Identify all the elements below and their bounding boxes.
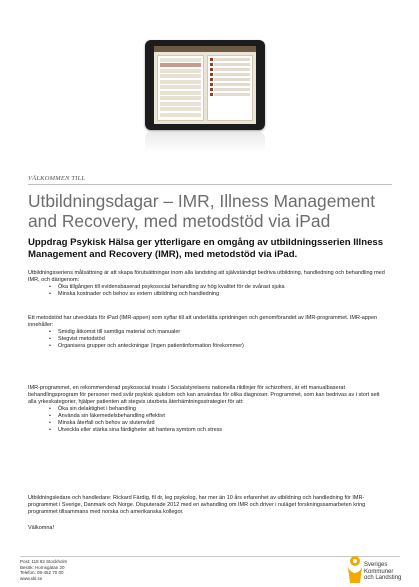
skl-logo-icon: [344, 553, 366, 585]
closing-greeting: Välkomna!: [28, 525, 54, 531]
kicker-divider: [28, 184, 392, 185]
page-title: Utbildningsdagar – IMR, Illness Management and Recovery, med metodstöd via iPad: [28, 191, 376, 231]
ipad-screen: [154, 46, 256, 124]
footer-website: www.skl.se: [20, 575, 43, 581]
footer-post: Post: 118 82 Stockholm: [20, 559, 68, 564]
instructor-paragraph: Utbildningsledare och handledare: Rickard Färdig, fil dr, leg psykolog, har mer än 10 års erfarenhet av utbildning och handledning för IMR-programmet i Sverige, Danmark och Norge. Disputerade 2012 med en avhandling om IMR och driver i nuläget forskningssamarbeten kring programmet tillsammans med norska och amerikanska kollegor.: [28, 495, 366, 515]
app-detail-pane: [207, 55, 253, 121]
ipad-reflection: [145, 132, 265, 152]
program-intro: IMR-programmet, en rekommenderad psykosocial insats i Socialstyrelsens nationella riktlinjer för schizofreni, är ett manualbaserat behandlingsprogram för personer med svår psykisk sjukdom och kan användas för olika diagnoser. Programmet, som kan bedrivas av i stort sett alla yrkeskategorier, hjälper patienten att stegvis utarbeta återhämtningsstrategier för att:: [28, 385, 380, 405]
app-header-bar: [154, 46, 256, 52]
list-item: • Använda sin läkemedelsbehandling effektivt: [28, 413, 388, 420]
goals-intro: Utbildningsseriens målsättning är att skapa förutsättningar inom alla landsting att självständigt bedriva utbildning, handledning och behandling med IMR, och därigenom:: [28, 270, 385, 283]
logo-line-1: Sveriges: [364, 562, 388, 568]
kicker: VÄLKOMMEN TILL: [28, 175, 86, 182]
ipad-illustration: [139, 40, 270, 152]
goals-list: [28, 284, 388, 298]
list-item: • Öka sin delaktighet i behandling: [28, 406, 388, 413]
app-section: [28, 315, 388, 350]
footer-visit: Besök: Hornsgatan 20: [20, 564, 65, 570]
logo-line-2: Kommuner: [364, 568, 394, 575]
footer-divider: [20, 556, 400, 557]
list-item: • Stegvist metodstöd: [28, 336, 388, 343]
footer-phone: Telefon: 08-452 70 00: [20, 570, 64, 575]
list-item: • Utveckla eller stärka sina färdigheter att hantera symtom och stress: [28, 427, 388, 434]
program-goals-list: [28, 406, 388, 434]
logo-line-3: och Landsting: [364, 575, 402, 581]
list-item: • Organisera grupper och anteckningar (ingen patientinformation förekommer): [28, 343, 388, 350]
list-item: • Minska kostnader och behov av extern utbildning och handledning: [28, 291, 388, 298]
list-item: • Smidig åtkomst till samtliga material och manualer: [28, 329, 388, 336]
footer-address: [20, 559, 140, 581]
app-features-list: [28, 329, 388, 350]
skl-logo-text: [364, 562, 401, 582]
app-intro: Ett metodstöd har utvecklats för iPad (IMR-appen) som syftar till att underlätta spridningen och genomförandet av IMR-programmet. IMR-appen innehåller:: [28, 315, 378, 328]
goals-section: [28, 270, 388, 298]
list-item: • Öka tillgången till evidensbaserad psykosocial behandling av hög kvalitet för de svårast sjuka: [28, 284, 388, 291]
program-section: [28, 385, 388, 434]
list-item: • Minska återfall och behov av slutenvård: [28, 420, 388, 427]
lead-paragraph: Uppdrag Psykisk Hälsa ger ytterligare en omgång av utbildningsserien Illness Management and Recovery (IMR), med metodstöd via iPad.: [28, 237, 384, 261]
skl-logo: [344, 553, 414, 585]
ipad-device: [145, 40, 265, 130]
app-list-pane: [157, 55, 204, 121]
